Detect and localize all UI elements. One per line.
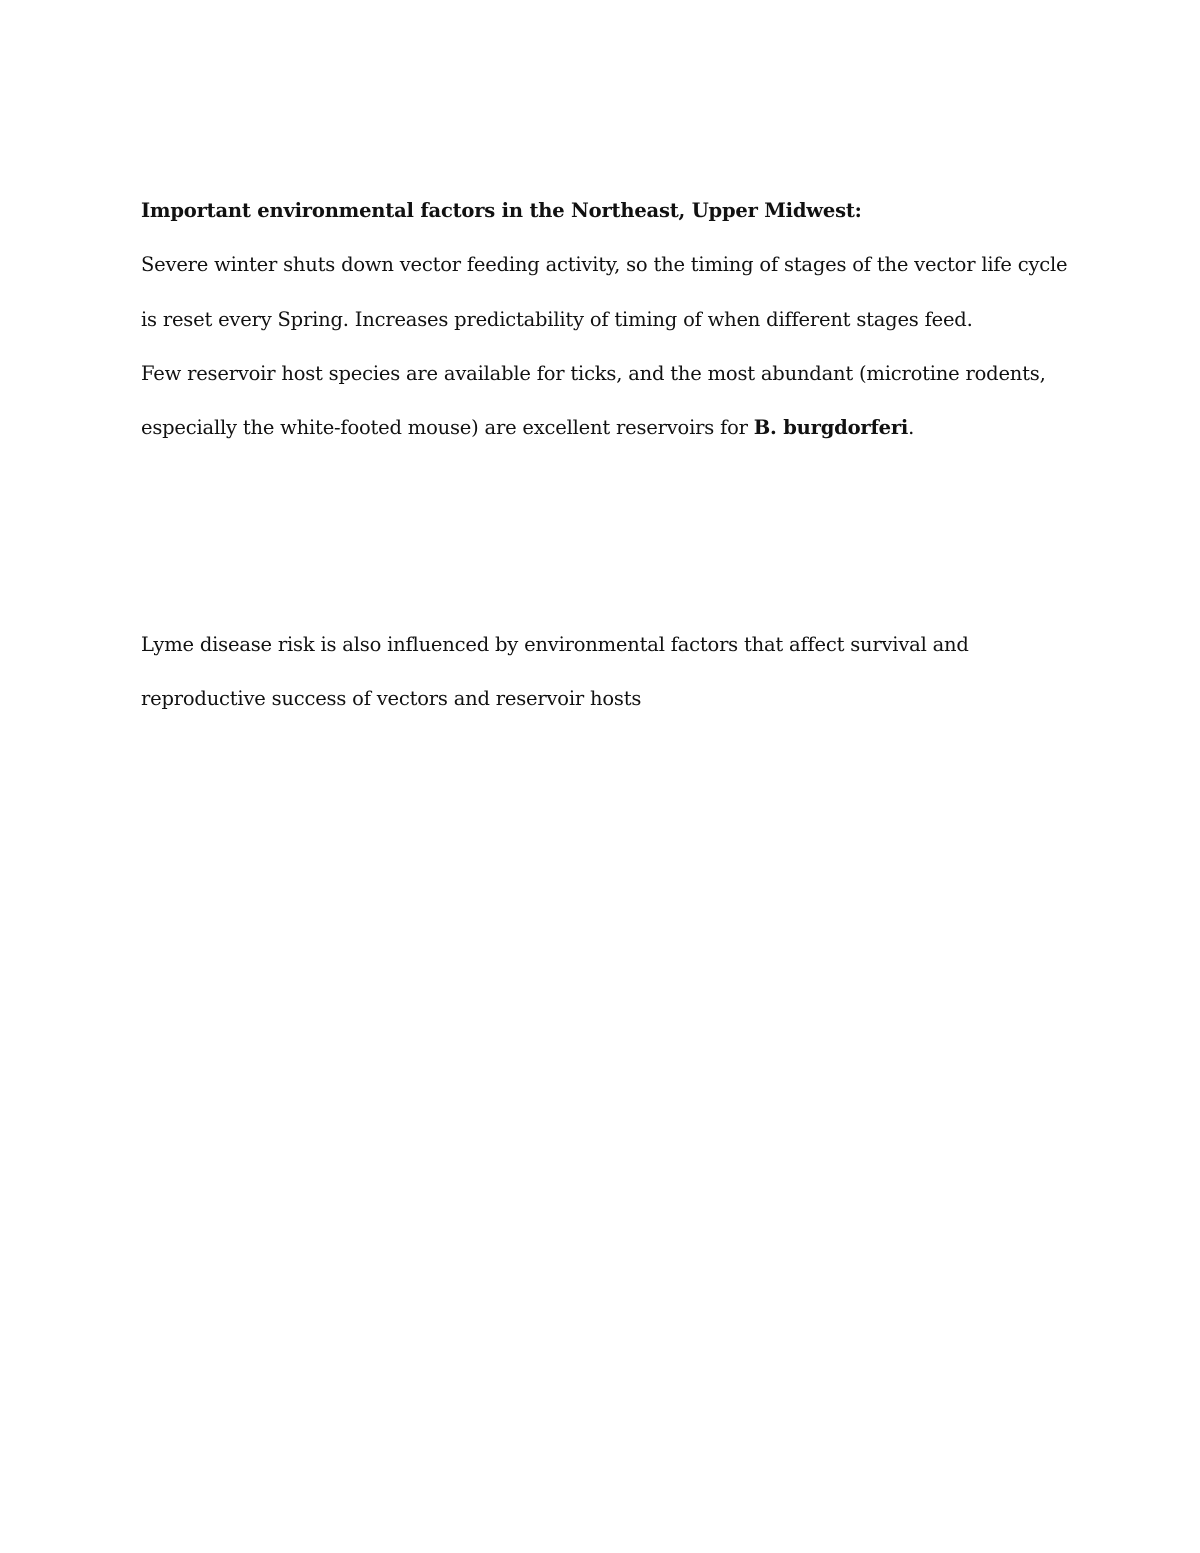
paragraph-3-line-2: reproductive success of vectors and reservoir hosts <box>141 687 642 710</box>
section-heading: Important environmental factors in the Northeast, Upper Midwest: <box>141 199 862 222</box>
paragraph-2-line-2-prefix: especially the white-footed mouse) are excellent reservoirs for <box>141 416 754 439</box>
paragraph-2-line-2 <box>141 415 914 441</box>
paragraph-1-line-2: is reset every Spring. Increases predictability of timing of when different stages feed. <box>141 308 973 331</box>
paragraph-2-line-2-suffix: . <box>908 416 915 439</box>
paragraph-3-line-1: Lyme disease risk is also influenced by environmental factors that affect survival and <box>141 633 969 656</box>
paragraph-2-line-1: Few reservoir host species are available for ticks, and the most abundant (microtine rodents, <box>141 362 1046 385</box>
species-name: B. burgdorferi <box>753 416 909 439</box>
paragraph-1-line-1: Severe winter shuts down vector feeding activity, so the timing of stages of the vector life cycle <box>141 253 1068 276</box>
